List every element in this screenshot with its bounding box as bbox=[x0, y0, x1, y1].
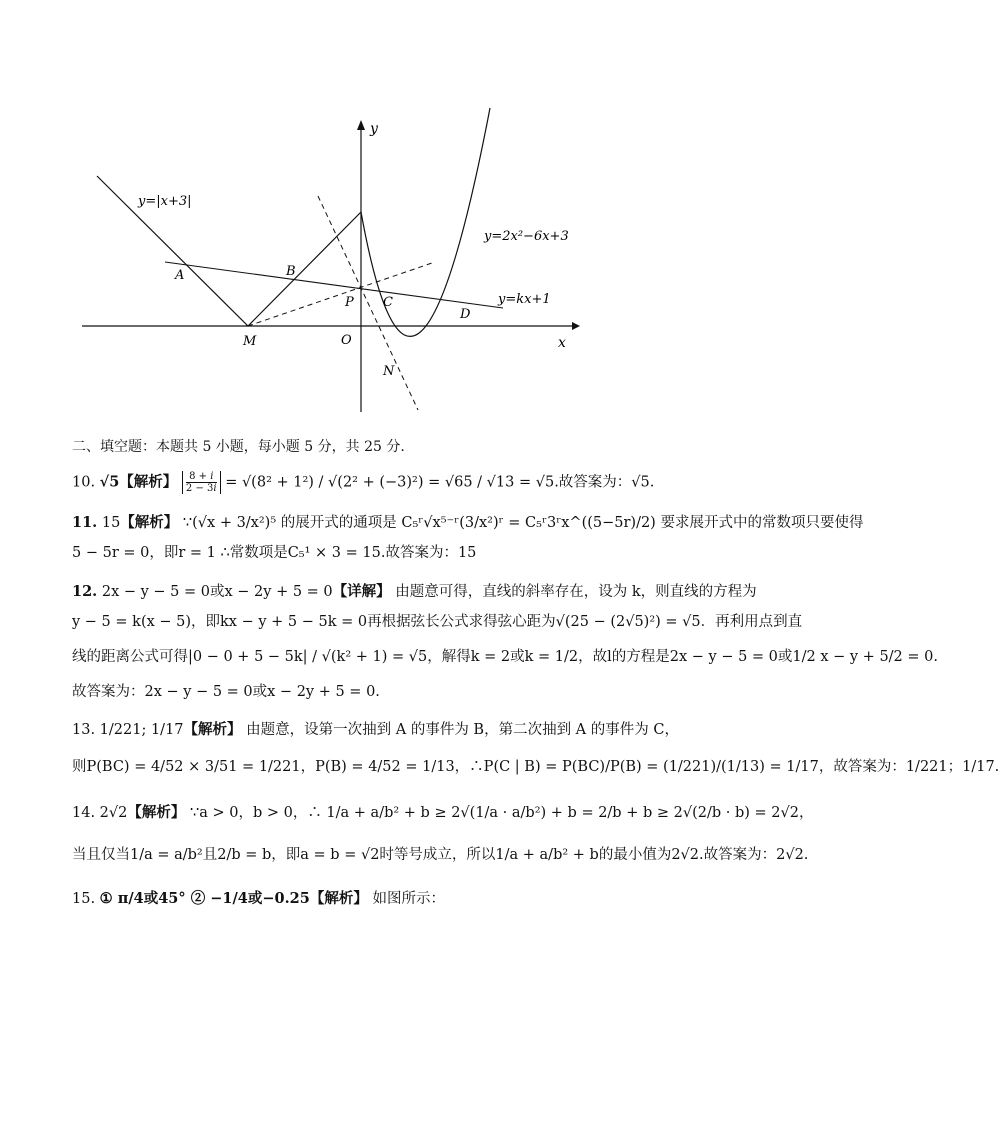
q12-answer: 2x − y − 5 = 0或x − 2y + 5 = 0 bbox=[101, 584, 333, 600]
point-label-n: N bbox=[383, 364, 395, 379]
q10-expression: = √(8² + 1²) / √(2² + (−3)²) = √65 / √13 = √5 bbox=[225, 474, 555, 491]
q13-text-1: 由题意，设第一次抽到 A 的事件为 B，第二次抽到 A 的事件为 C， bbox=[246, 722, 679, 738]
q10-tag: 【解析】 bbox=[119, 473, 178, 491]
x-axis-label: x bbox=[558, 335, 566, 351]
question-12-line-1 bbox=[72, 581, 757, 603]
q14-text-1: ∵a > 0，b > 0，∴ 1/a + a/b² + b ≥ 2√(1/a · a/b²) + b = 2/b + b ≥ 2√(2/b · b) = 2√2， bbox=[189, 805, 814, 821]
question-11-line-2: 5 − 5r = 0，即r = 1 ∴常数项是C₅¹ × 3 = 15.故答案为：15 bbox=[72, 545, 477, 561]
q15-answer: ① π/4或45° ② −1/4或−0.25 bbox=[99, 890, 310, 907]
q10-answer: √5 bbox=[99, 473, 120, 491]
q11-number: 11. bbox=[72, 514, 98, 531]
function-graph-figure bbox=[0, 0, 794, 430]
q15-text-1: 如图所示： bbox=[372, 891, 445, 907]
q10-abs-fraction: $\frac{8 + i}{2 - 3i}$ bbox=[182, 471, 221, 494]
q13-number: 13. bbox=[72, 722, 96, 738]
q13-answer: 1/221; 1/17 bbox=[99, 722, 184, 738]
q14-answer: 2√2 bbox=[99, 805, 128, 821]
parabola-graph bbox=[361, 108, 490, 336]
q10-number: 10. bbox=[72, 474, 96, 491]
question-12-line-2: y − 5 = k(x − 5)，即kx − y + 5 − 5k = 0再根据弦长公式求得弦心距为√(25 − (2√5)²) = √5．再利用点到直 bbox=[72, 614, 803, 630]
y-axis-arrow bbox=[357, 120, 365, 130]
q12-number: 12. bbox=[72, 583, 98, 600]
question-14-line-1 bbox=[72, 802, 814, 824]
parabola-label: y=2x²−6x+3 bbox=[484, 229, 569, 244]
question-12-line-4: 故答案为：2x − y − 5 = 0或x − 2y + 5 = 0. bbox=[72, 684, 380, 700]
question-13-line-2: 则P(BC) = 4/52 × 3/51 = 1/221，P(B) = 4/52 = 1/13，∴P(C | B) = P(BC)/P(B) = (1/221)/(1/13) = 1/17，故答案为：1/221；1/17. bbox=[72, 759, 999, 775]
question-15-line-1 bbox=[72, 888, 738, 910]
point-label-d: D bbox=[460, 307, 471, 322]
q12-tag: 【详解】 bbox=[332, 583, 391, 600]
x-axis-arrow bbox=[572, 322, 580, 330]
question-10 bbox=[72, 471, 738, 494]
question-13-line-1 bbox=[72, 719, 738, 741]
q13-tag: 【解析】 bbox=[183, 721, 242, 738]
question-12-line-3: 线的距离公式可得|0 − 0 + 5 − 5k| / √(k² + 1) = √5，解得k = 2或k = 1/2，故l的方程是2x − y − 5 = 0或1/2 x − y + 5/2 = 0. bbox=[72, 649, 938, 665]
q10-conclusion: .故答案为：√5. bbox=[554, 474, 655, 491]
q14-number: 14. bbox=[72, 805, 96, 821]
section-title: 二、填空题：本题共 5 小题，每小题 5 分，共 25 分. bbox=[72, 439, 405, 455]
line-kx-plus-1 bbox=[165, 262, 503, 308]
point-label-m: M bbox=[243, 334, 257, 349]
abs-graph-label: y=|x+3| bbox=[138, 194, 192, 209]
point-label-p: P bbox=[345, 295, 354, 310]
q11-tag: 【解析】 bbox=[120, 514, 179, 531]
question-11-line-1 bbox=[72, 512, 864, 534]
point-label-a: A bbox=[175, 268, 185, 283]
q11-answer: 15 bbox=[101, 515, 121, 531]
q15-tag: 【解析】 bbox=[309, 890, 368, 907]
abs-value-graph bbox=[97, 176, 361, 326]
question-14-line-2: 当且仅当1/a = a/b²且2/b = b，即a = b = √2时等号成立，所以1/a + a/b² + b的最小值为2√2.故答案为：2√2. bbox=[72, 847, 809, 863]
q12-text-1: 由题意可得，直线的斜率存在，设为 k，则直线的方程为 bbox=[395, 584, 757, 600]
q11-text-1: ∵(√x + 3/x²)⁵ 的展开式的通项是 C₅ʳ√x⁵⁻ʳ(3/x²)ʳ = C₅ʳ3ʳx^((5−5r)/2) 要求展开式中的常数项只要使得 bbox=[182, 515, 864, 531]
point-label-b: B bbox=[286, 264, 296, 279]
q14-tag: 【解析】 bbox=[127, 804, 186, 821]
q15-number: 15. bbox=[72, 891, 96, 907]
line-label: y=kx+1 bbox=[498, 292, 551, 307]
dashed-line-pn bbox=[318, 196, 418, 410]
y-axis-label: y bbox=[370, 121, 378, 137]
point-label-c: C bbox=[383, 295, 393, 310]
point-label-o: O bbox=[341, 333, 352, 348]
